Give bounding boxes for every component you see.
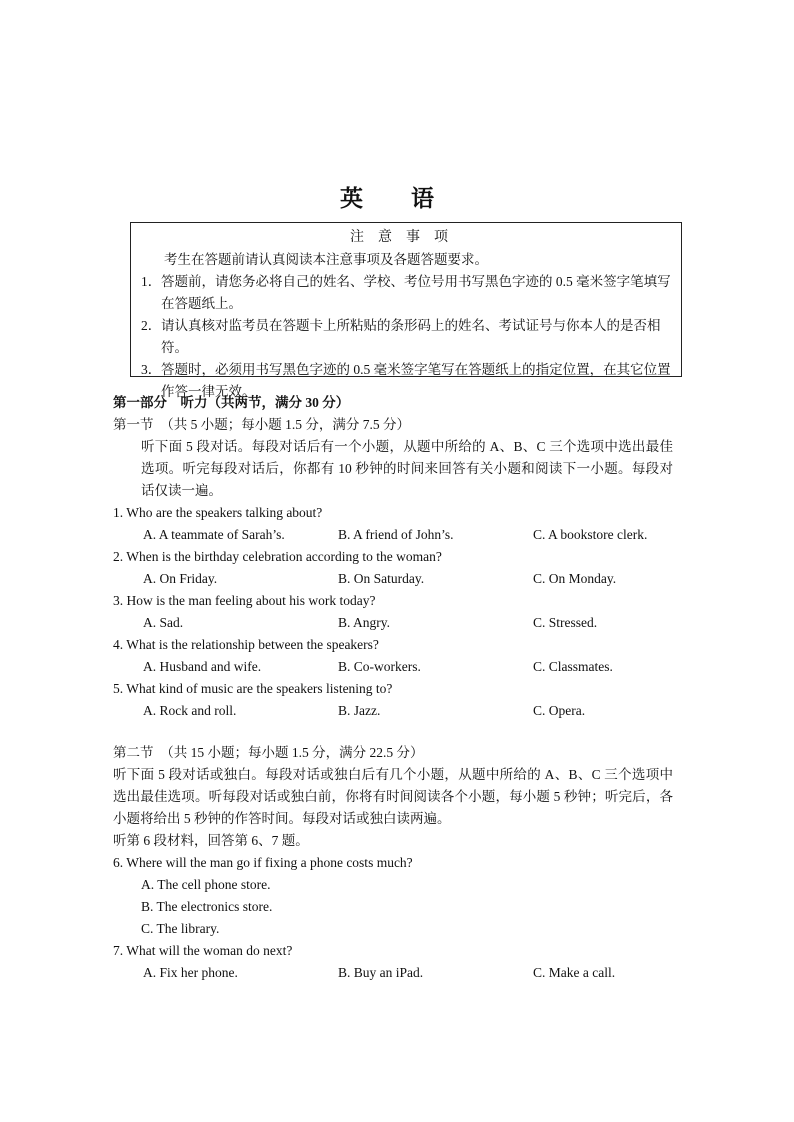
part1-heading: 第一部分 听力（共两节，满分 30 分）	[113, 395, 350, 410]
notice-box	[130, 222, 682, 399]
option-b: B. Angry.	[338, 615, 391, 630]
option-c: C. Stressed.	[533, 615, 598, 630]
option-b: B. A friend of John’s.	[338, 527, 454, 542]
option-b: B. The electronics store.	[141, 899, 273, 914]
section1-instructions: 听下面 5 段对话。每段对话后有一个小题，从题中所给的 A、B、C 三个选项中选出最佳选项。听完每段对话后，你都有 10 秒钟的时间来回答有关小题和阅读下一小题。每段对话仅读一遍。	[141, 439, 673, 498]
option-b: B. Buy an iPad.	[338, 965, 424, 980]
question-7: 7. What will the woman do next?	[113, 943, 293, 958]
options-3	[113, 612, 673, 634]
option-b: B. Co-workers.	[338, 659, 421, 674]
option-c: C. Classmates.	[533, 659, 613, 674]
question-1: 1. Who are the speakers talking about?	[113, 505, 323, 520]
section2-heading: 第二节 （共 15 小题；每小题 1.5 分，满分 22.5 分）	[113, 745, 424, 760]
question-3: 3. How is the man feeling about his work today?	[113, 593, 376, 608]
section2-instructions: 听下面 5 段对话或独白。每段对话或独白后有几个小题，从题中所给的 A、B、C 三个选项中选出最佳选项。听每段对话或独白前，你将有时间阅读各个小题，每小题 5 秒钟；听完后，各小题将给出 5 秒钟的作答时间。每段对话或独白读两遍。	[113, 767, 673, 826]
question-2: 2. When is the birthday celebration according to the woman?	[113, 549, 442, 564]
notice-intro: 考生在答题前请认真阅读本注意事项及各题答题要求。	[164, 252, 488, 267]
notice-item	[131, 315, 681, 359]
section-gap	[113, 722, 673, 742]
option-b: B. On Saturday.	[338, 571, 425, 586]
option-b: B. Jazz.	[338, 703, 381, 718]
notice-title: 注意事项	[350, 230, 462, 245]
notice-item-text: 答题前，请您务必将自己的姓名、学校、考位号用书写黑色字迹的 0.5 毫米签字笔填写在答题纸上。	[161, 274, 671, 311]
notice-item-text: 答题时，必须用书写黑色字迹的 0.5 毫米签字笔写在答题纸上的指定位置，在其它位置作答一律无效。	[161, 362, 671, 399]
notice-item-text: 请认真核对监考员在答题卡上所粘贴的条形码上的姓名、考试证号与你本人的是否相符。	[161, 318, 661, 355]
notice-item	[131, 271, 681, 315]
option-a: A. Fix her phone.	[143, 965, 238, 980]
notice-item-number: 1．	[141, 274, 162, 289]
option-c: C. Make a call.	[533, 965, 616, 980]
question-5: 5. What kind of music are the speakers listening to?	[113, 681, 393, 696]
notice-item-number: 2．	[141, 318, 162, 333]
options-2	[113, 568, 673, 590]
option-a: A. A teammate of Sarah’s.	[143, 527, 285, 542]
options-5	[113, 700, 673, 722]
option-c: C. The library.	[141, 921, 220, 936]
notice-item-number: 3．	[141, 362, 162, 377]
options-4	[113, 656, 673, 678]
material-note: 听第 6 段材料，回答第 6、7 题。	[113, 833, 309, 848]
section1-heading: 第一节 （共 5 小题；每小题 1.5 分，满分 7.5 分）	[113, 417, 410, 432]
option-c: C. A bookstore clerk.	[533, 527, 648, 542]
options-1	[113, 524, 673, 546]
option-a: A. Rock and roll.	[143, 703, 237, 718]
option-a: A. The cell phone store.	[141, 877, 271, 892]
question-6: 6. Where will the man go if fixing a phone costs much?	[113, 855, 413, 870]
option-c: C. Opera.	[533, 703, 586, 718]
options-7	[113, 962, 673, 984]
page-title: 英 语	[339, 185, 454, 212]
question-4: 4. What is the relationship between the speakers?	[113, 637, 379, 652]
option-c: C. On Monday.	[533, 571, 617, 586]
option-a: A. Sad.	[143, 615, 184, 630]
exam-content	[113, 392, 673, 984]
option-a: A. On Friday.	[143, 571, 218, 586]
option-a: A. Husband and wife.	[143, 659, 262, 674]
